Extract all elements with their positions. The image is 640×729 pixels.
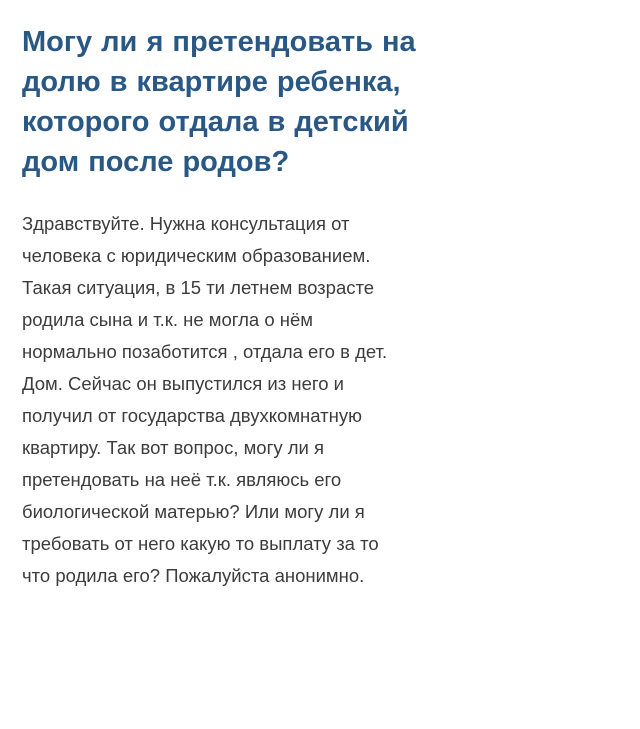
body-line: человека с юридическим образованием. [22, 245, 371, 266]
title-line: долю в квартире ребенка, [22, 66, 401, 98]
title-line: дом после родов? [22, 146, 290, 178]
page-title [22, 22, 618, 182]
title-line: которого отдала в детский [22, 106, 409, 138]
body-line: Такая ситуация, в 15 ти летнем возрасте [22, 277, 375, 298]
body-line: Здравствуйте. Нужна консультация от [22, 213, 350, 234]
question-body-paragraph [22, 208, 618, 592]
body-line: биологической матерью? Или могу ли я [22, 501, 365, 522]
body-line: получил от государства двухкомнатную [22, 405, 362, 426]
body-line: требовать от него какую то выплату за то [22, 533, 379, 554]
body-line: претендовать на неё т.к. являюсь его [22, 469, 342, 490]
body-line: родила сына и т.к. не могла о нём [22, 309, 313, 330]
document-content [22, 22, 618, 592]
body-line: квартиру. Так вот вопрос, могу ли я [22, 437, 325, 458]
body-line: Дом. Сейчас он выпустился из него и [22, 373, 344, 394]
body-line: что родила его? Пожалуйста анонимно. [22, 565, 365, 586]
title-line: Могу ли я претендовать на [22, 26, 416, 58]
bottom-margin [0, 715, 640, 729]
body-line: нормально позаботится , отдала его в дет. [22, 341, 388, 362]
question-body [22, 208, 618, 592]
